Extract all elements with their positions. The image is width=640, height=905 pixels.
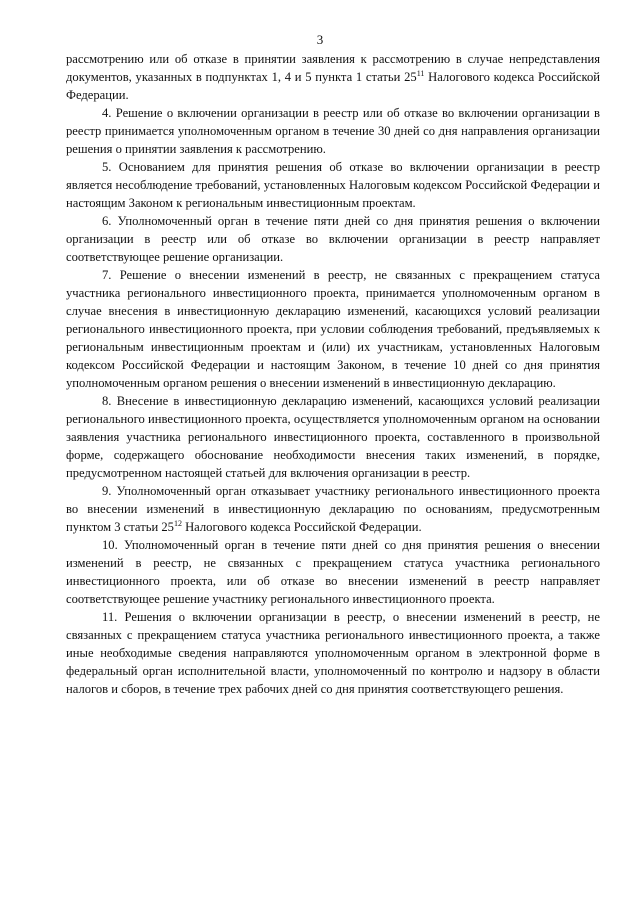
superscript-article-index: 11 [416, 68, 425, 78]
paragraph-item-9 [66, 482, 600, 536]
paragraph-item-4: 4. Решение о включении организации в реестр или об отказе во включении организации в реестр принимается уполномоченным органом в течение 30 дней со дня направления организации решения о принятии заявления к рассмотрению. [66, 106, 600, 156]
page-number: 3 [316, 32, 324, 47]
paragraph-item-8: 8. Внесение в инвестиционную декларацию изменений, касающихся условий реализации регионального инвестиционного проекта, осуществляется уполномоченным органом на основании заявления участника регионального инвестиционного проекта, составленного в произвольной форме, содержащего обоснование необходимости внесения таких изменений, в порядке, предусмотренном настоящей статьей для включения организации в реестр. [66, 394, 600, 480]
paragraph-text: Налогового кодекса Российской Федерации. [181, 520, 422, 534]
paragraph-text: Налогового кодекса Российской Федерации. [66, 70, 601, 102]
paragraph-item-5: 5. Основанием для принятия решения об отказе во включении организации в реестр является несоблюдение требований, установленных Налоговым кодексом Российской Федерации и настоящим Законом к региональным инвестиционным проектам. [66, 160, 600, 210]
paragraph-item-11: 11. Решения о включении организации в реестр, о внесении изменений в реестр, не связанных с прекращением статуса участника регионального инвестиционного проекта, а также иные необходимые сведения направляются уполномоченным органом в электронной форме в федеральный орган исполнительной власти, уполномоченный по контролю и надзору в области налогов и сборов, в течение трех рабочих дней со дня принятия соответствующего решения. [66, 610, 600, 696]
superscript-article-index: 12 [173, 518, 182, 528]
paragraph-continuation [66, 50, 600, 104]
paragraph-text: рассмотрению или об отказе в принятии заявления к рассмотрению в случае непредставления документов, указанных в подпунктах 1, 4 и 5 пункта 1 статьи 25 [66, 52, 600, 84]
paragraph-text: 9. Уполномоченный орган отказывает участнику регионального инвестиционного проекта во внесении изменений в инвестиционную декларацию по основаниям, предусмотренным пунктом 3 статьи 25 [66, 484, 600, 534]
paragraph-item-6: 6. Уполномоченный орган в течение пяти дней со дня принятия решения о включении организации в реестр или об отказе во включении организации в реестр направляет соответствующее решение организации. [66, 214, 600, 264]
paragraph-item-7: 7. Решение о внесении изменений в реестр, не связанных с прекращением статуса участника регионального инвестиционного проекта, принимается уполномоченным органом в случае внесения в инвестиционную декларацию изменений, касающихся условий реализации регионального инвестиционного проекта, при условии соблюдения требований, предъявляемых к региональным инвестиционным проектам и (или) их участникам, установленных Налоговым кодексом Российской Федерации и настоящим Законом, в течение 10 дней со дня принятия уполномоченным органом решения о внесении изменений в инвестиционную декларацию. [66, 268, 600, 390]
document-body [66, 50, 600, 698]
paragraph-item-10: 10. Уполномоченный орган в течение пяти дней со дня принятия решения о внесении изменений в реестр, не связанных с прекращением статуса участника регионального инвестиционного проекта, или об отказе во внесении изменений в реестр направляет соответствующее решение участнику регионального инвестиционного проекта. [66, 538, 600, 606]
